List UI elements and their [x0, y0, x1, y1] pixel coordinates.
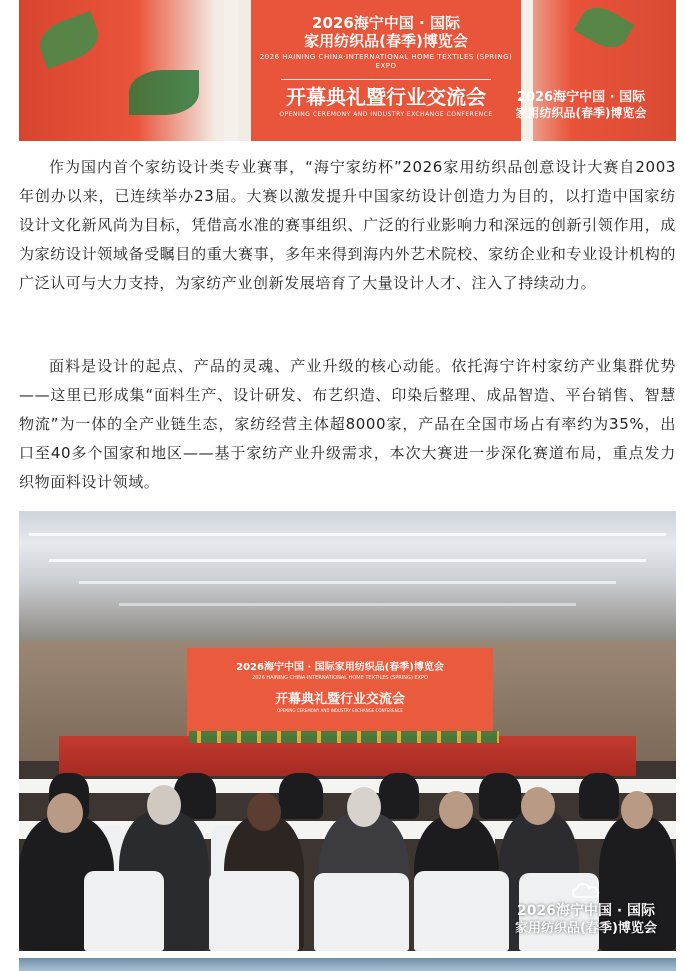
next-photo-top-edge [19, 958, 676, 971]
chair [314, 873, 409, 951]
board-divider [281, 79, 491, 80]
audience-head [47, 793, 83, 833]
article-paragraph: 作为国内首个家纺设计类专业赛事，“海宁家纺杯”2026家用纺织品创意设计大赛自2003年创办以来，已连续举办23届。大赛以激发提升中国家纺设计创造力为目的，以打造中国家纺设计文化新风尚为目标，凭借高水准的赛事组织、广泛的行业影响力和深远的创新引领作用，成为家纺设计领域备受瞩目的重大赛事，多年来得到海内外艺术院校、家纺企业和专业设计机构的广泛认可与大力支持，为家纺产业创新发展培育了大量设计人才、注入了持续动力。 [19, 158, 676, 292]
audience-head [521, 787, 555, 825]
ceiling-light [79, 581, 616, 584]
expo-logo-watermark [506, 90, 656, 121]
stage-screen [187, 648, 493, 736]
board-ceremony-title: 开幕典礼暨行业交流会 [286, 85, 486, 109]
chair [84, 871, 164, 951]
screen-ceremony-en: OPENING CEREMONY AND INDUSTRY EXCHANGE CONFERENCE [277, 708, 403, 713]
decorative-leaf [129, 70, 199, 115]
logo-line-1: 2026海宁中国 · 国际 [516, 903, 656, 919]
expo-banner-photo [19, 0, 676, 141]
logo-line-2: 家用纺织品(春季)博览会 [515, 106, 647, 120]
expo-signboard [251, 0, 521, 141]
board-subtitle-en: 2026 HAINING CHINA·INTERNATIONAL HOME TEXTILES (SPRING) EXPO [259, 53, 513, 70]
audience-head [147, 785, 181, 825]
board-subtitle: 家用纺织品(春季)博览会 [304, 32, 468, 50]
audience-member [479, 773, 521, 819]
banner-edge [224, 0, 238, 141]
logo-line-2: 家用纺织品(春季)博览会 [515, 921, 657, 936]
screen-ceremony: 开幕典礼暨行业交流会 [274, 692, 405, 707]
ceiling-light [119, 603, 576, 606]
board-title: 2026海宁中国 · 国际 [312, 14, 460, 32]
audience-head [347, 787, 381, 827]
decorative-leaf [574, 0, 635, 55]
article-paragraph: 面料是设计的起点、产品的灵魂、产业升级的核心动能。依托海宁许村家纺产业集群优势——这里已形成集“面料生产、设计研发、布艺织造、印染后整理、成品智造、平台销售、智慧物流”为一体的全产业链生态，家纺经营主体超8000家，产品在全国市场占有率约为35%，出口至40多个国家和地区——基于家纺产业升级需求，本次大赛进一步深化赛道布局，重点发力织物面料设计领域。 [19, 357, 676, 491]
audience-head [247, 793, 281, 831]
screen-title: 2026海宁中国 · 国际家用纺织品(春季)博览会 [236, 662, 444, 673]
hall-ceiling [19, 511, 676, 641]
chair [414, 871, 509, 951]
audience-head [621, 791, 653, 829]
conference-hall-photo [19, 511, 676, 951]
audience-member [279, 773, 323, 819]
chair [209, 871, 299, 951]
logo-line-1: 2026海宁中国 · 国际 [516, 90, 646, 105]
cloud-logo-icon [572, 882, 600, 900]
ceiling-light [49, 559, 646, 562]
stage-flowers [189, 731, 499, 743]
expo-logo-watermark [506, 882, 666, 937]
audience-member [379, 773, 419, 819]
screen-title-en: 2026 HAINING CHINA·INTERNATIONAL HOME TEXTILES (SPRING) EXPO [252, 675, 428, 681]
audience-member [579, 773, 619, 819]
decorative-leaf [34, 11, 104, 69]
board-ceremony-en: OPENING CEREMONY AND INDUSTRY EXCHANGE CONFERENCE [279, 111, 493, 118]
audience-head [439, 791, 473, 829]
ceiling-light [29, 533, 666, 536]
table-row [19, 779, 676, 793]
